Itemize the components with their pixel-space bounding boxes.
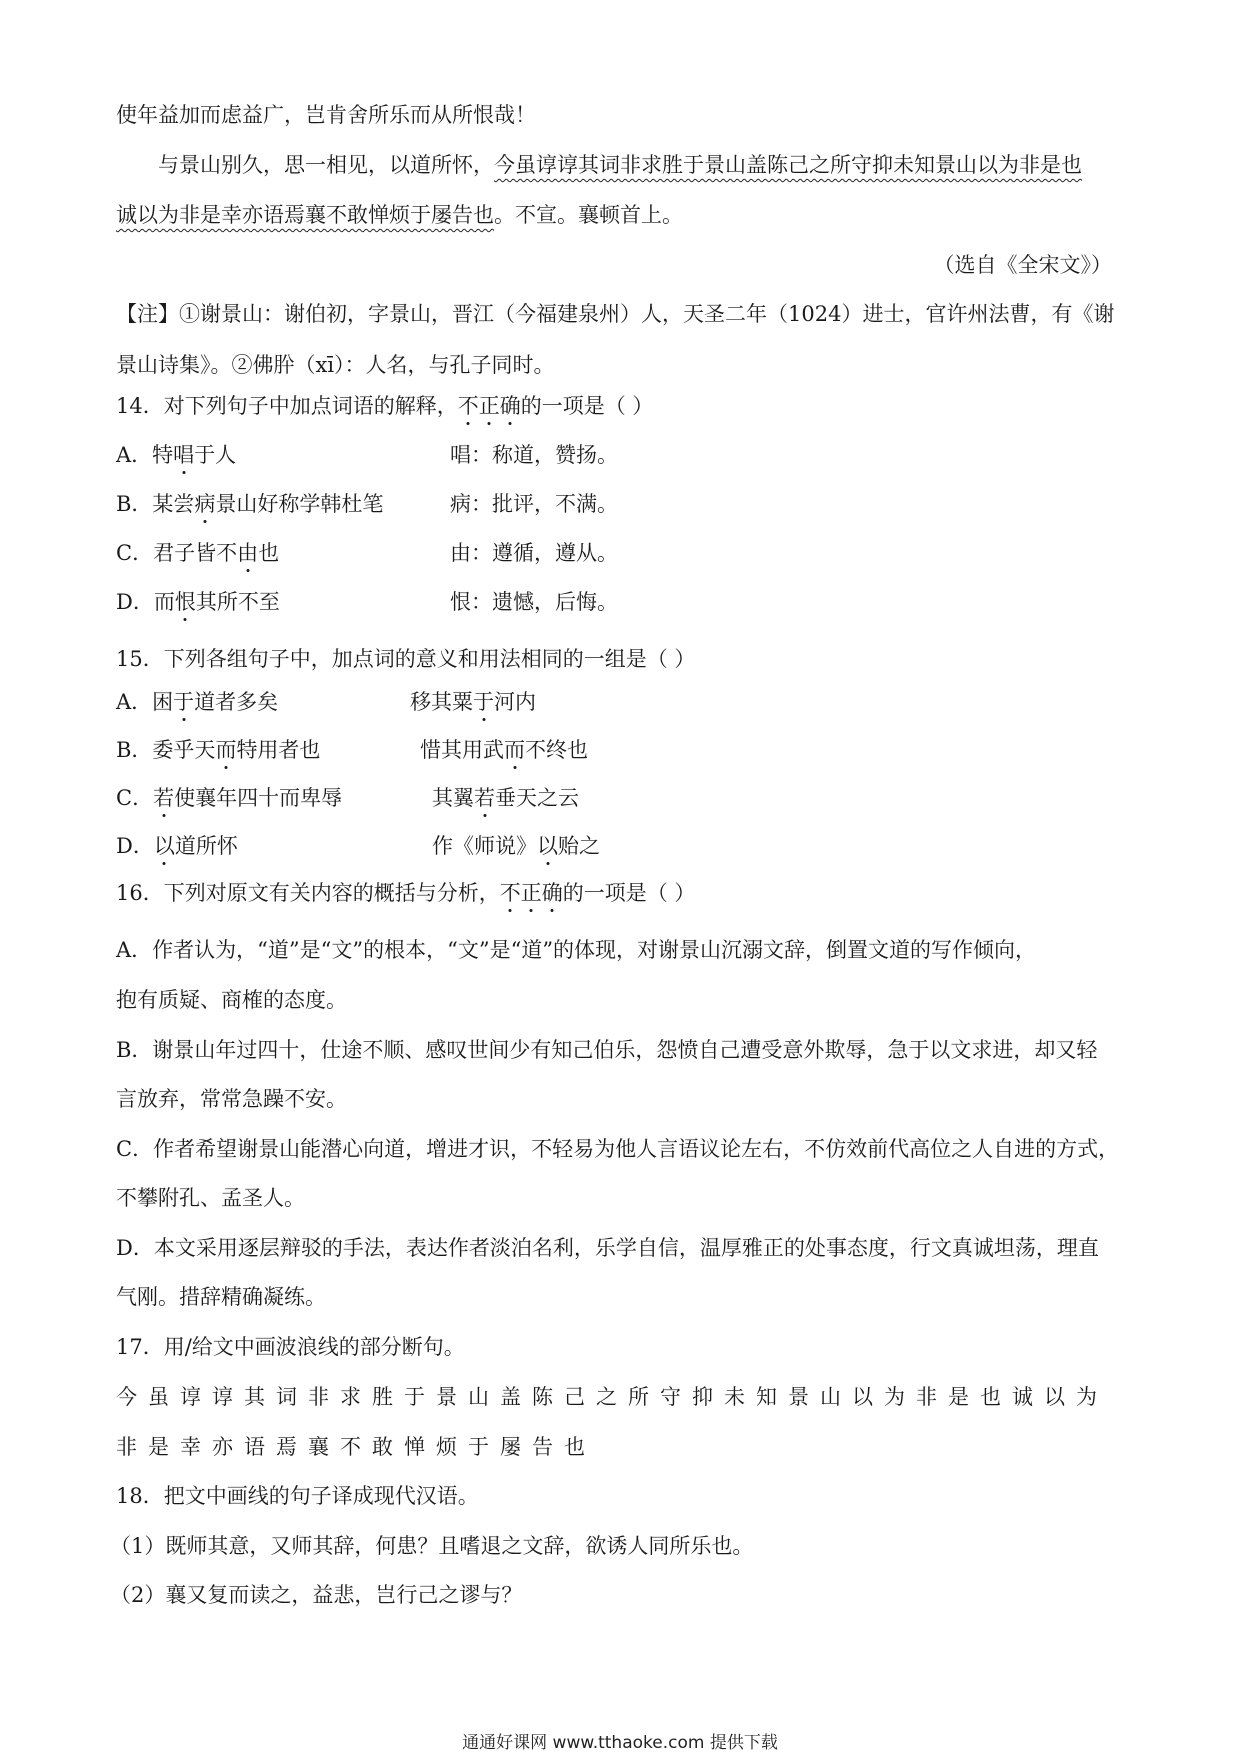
dotted-word: 若 bbox=[474, 786, 495, 810]
q15-option-c-right: 其翼若垂天之云 bbox=[432, 786, 579, 810]
q15-option-c[interactable]: C．若使襄年四十而卑辱 bbox=[116, 786, 343, 810]
passage-line-2-pre: 与景山别久，思一相见，以道所怀， bbox=[158, 153, 494, 177]
dotted-word: 若 bbox=[153, 786, 175, 810]
q17-punctuation-line-1: 今虽谆谆其词非求胜于景山盖陈己之所守抑未知景山以为非是也诚以为 bbox=[116, 1385, 1108, 1409]
question-16-stem bbox=[116, 878, 695, 908]
dotted-word: 以 bbox=[153, 834, 175, 858]
dotted-word: 恨 bbox=[174, 590, 196, 614]
dotted-word: 唱 bbox=[173, 443, 195, 467]
dotted-word: 以 bbox=[537, 834, 558, 858]
q16-option-a-line-1[interactable]: A．作者认为，“道”是“文”的根本，“文”是“道”的体现，对谢景山沉溺文辞，倒置文道的写作倾向， bbox=[116, 938, 1037, 962]
dotted-word: 由 bbox=[237, 541, 259, 565]
page-footer[interactable]: 通通好课网 www.tthaoke.com 提供下载 bbox=[462, 1733, 778, 1753]
dotted-word: 病 bbox=[194, 492, 216, 516]
q15-option-d[interactable]: D．以道所怀 bbox=[116, 834, 238, 858]
passage-line-1: 使年益加而虑益广，岂肯舍所乐而从所恨哉！ bbox=[116, 103, 536, 127]
q16-option-a-line-2: 抱有质疑、商榷的态度。 bbox=[116, 988, 347, 1012]
question-15-stem: 15．下列各组句子中，加点词的意义和用法相同的一组是（ ） bbox=[116, 647, 696, 671]
dotted-word: 于 bbox=[173, 690, 195, 714]
dotted-word: 而 bbox=[215, 738, 237, 762]
passage-source: （选自《全宋文》） bbox=[933, 253, 1112, 277]
q14-option-a[interactable]: A．特唱于人 bbox=[116, 443, 237, 467]
q16-option-b-line-1[interactable]: B．谢景山年过四十，仕途不顺、感叹世间少有知己伯乐，怨愤自己遭受意外欺辱，急于以文求进，却又轻 bbox=[116, 1038, 1098, 1062]
q16-stem-end: 的一项是（ ） bbox=[562, 881, 696, 905]
dotted-word: 而 bbox=[504, 738, 525, 762]
passage-line-2 bbox=[158, 150, 1082, 180]
passage-line-3 bbox=[116, 200, 683, 230]
q16-option-b-line-2: 言放弃，常常急躁不安。 bbox=[116, 1087, 347, 1111]
q14-option-d[interactable]: D．而恨其所不至 bbox=[116, 590, 280, 614]
q16-stem-text: 16．下列对原文有关内容的概括与分析， bbox=[116, 881, 500, 905]
q18-sentence-1: （1）既师其意，又师其辞，何患？且嗜退之文辞，欲诱人同所乐也。 bbox=[110, 1534, 754, 1558]
q14-option-c[interactable]: C．君子皆不由也 bbox=[116, 541, 280, 565]
q14-option-a-explanation: 唱：称道，赞扬。 bbox=[450, 443, 618, 467]
wavy-underlined-text: 今虽谆谆其词非求胜于景山盖陈己之所守抑未知景山以为非是也 bbox=[494, 153, 1082, 177]
q16-option-c-line-2: 不攀附孔、孟圣人。 bbox=[116, 1186, 305, 1210]
q16-option-d-line-2: 气刚。措辞精确凝练。 bbox=[116, 1285, 326, 1309]
q16-option-c-line-1[interactable]: C．作者希望谢景山能潜心向道，增进才识，不轻易为他人言语议论左右，不仿效前代高位之人自进的方式， bbox=[116, 1137, 1120, 1161]
question-14-stem bbox=[116, 391, 653, 421]
q15-option-b[interactable]: B．委乎天而特用者也 bbox=[116, 738, 321, 762]
q14-option-c-explanation: 由：遵循，遵从。 bbox=[450, 541, 618, 565]
q14-option-b-explanation: 病：批评，不满。 bbox=[450, 492, 618, 516]
q16-option-d-line-1[interactable]: D．本文采用逐层辩驳的手法，表达作者淡泊名利，乐学自信，温厚雅正的处事态度，行文真诚坦荡，理直 bbox=[116, 1236, 1099, 1260]
q14-emphasis: 不正确 bbox=[457, 394, 521, 418]
q14-option-b[interactable]: B．某尝病景山好称学韩杜笔 bbox=[116, 492, 384, 516]
wavy-underlined-text-2: 诚以为非是幸亦语焉襄不敢惮烦于屡告也 bbox=[116, 203, 494, 227]
q14-option-d-explanation: 恨：遗憾，后悔。 bbox=[450, 590, 618, 614]
q15-option-d-right: 作《师说》以贻之 bbox=[432, 834, 600, 858]
q15-option-b-right: 惜其用武而不终也 bbox=[420, 738, 588, 762]
question-18-stem: 18．把文中画线的句子译成现代汉语。 bbox=[116, 1484, 479, 1508]
q15-option-a-right: 移其粟于河内 bbox=[410, 690, 536, 714]
note-line-2: 景山诗集》。②佛肸（xī）：人名，与孔子同时。 bbox=[116, 353, 555, 377]
q18-sentence-2: （2）襄又复而读之，益悲，岂行己之谬与？ bbox=[110, 1583, 523, 1607]
q14-stem-end: 的一项是（ ） bbox=[520, 394, 654, 418]
note-line-1: 【注】①谢景山：谢伯初，字景山，晋江（今福建泉州）人，天圣二年（1024）进士，官许州法曹，有《谢 bbox=[116, 302, 1115, 326]
question-17-stem: 17．用/给文中画波浪线的部分断句。 bbox=[116, 1335, 465, 1359]
q17-punctuation-line-2: 非是幸亦语焉襄不敢惮烦于屡告也 bbox=[116, 1435, 596, 1459]
q14-stem-text: 14．对下列句子中加点词语的解释， bbox=[116, 394, 458, 418]
q16-emphasis: 不正确 bbox=[499, 881, 563, 905]
dotted-word: 于 bbox=[473, 690, 494, 714]
q15-option-a[interactable]: A．困于道者多矣 bbox=[116, 690, 279, 714]
passage-line-3-post: 。不宣。襄顿首上。 bbox=[494, 203, 683, 227]
